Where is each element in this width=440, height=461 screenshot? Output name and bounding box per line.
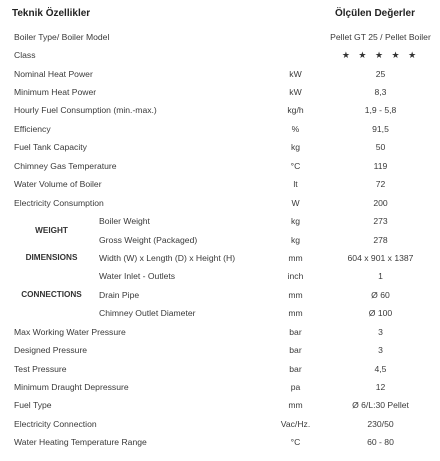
- row-unit: bar: [274, 323, 319, 341]
- row-unit: kg: [274, 138, 319, 156]
- table-header: [0, 0, 440, 28]
- table-row: [9, 341, 440, 359]
- table-row: [9, 193, 440, 211]
- table-row: [9, 249, 440, 267]
- table-row: [9, 378, 440, 396]
- row-label: Fuel Tank Capacity: [9, 138, 274, 156]
- row-label: Water Heating Temperature Range: [9, 433, 274, 451]
- row-value: 278: [319, 230, 440, 248]
- table-row: [9, 396, 440, 414]
- class-stars-icon: ★ ★ ★ ★ ★: [341, 49, 420, 60]
- row-label: Width (W) x Length (D) x Height (H): [94, 249, 274, 267]
- row-label: Water Inlet - Outlets: [94, 267, 274, 285]
- row-label: Nominal Heat Power: [9, 64, 274, 82]
- table-row: [9, 323, 440, 341]
- row-unit: mm: [274, 286, 319, 304]
- row-unit: lt: [274, 175, 319, 193]
- row-value: 604 x 901 x 1387: [319, 249, 440, 267]
- table-row: [9, 138, 440, 156]
- row-label: Boiler Type/ Boiler Model: [9, 28, 274, 46]
- row-label: Efficiency: [9, 120, 274, 138]
- table-row: [9, 64, 440, 82]
- row-label: Gross Weight (Packaged): [94, 230, 274, 248]
- row-label: Boiler Weight: [94, 212, 274, 230]
- table-row: [9, 83, 440, 101]
- row-value: Ø 6/L:30 Pellet: [319, 396, 440, 414]
- table-row: [9, 157, 440, 175]
- row-label: Electricity Consumption: [9, 193, 274, 211]
- table-row: [9, 120, 440, 138]
- table-row: [9, 46, 440, 64]
- group-label-dimensions: DIMENSIONS: [9, 249, 94, 267]
- group-label-connections: CONNECTIONS: [9, 267, 94, 322]
- row-label: Hourly Fuel Consumption (min.-max.): [9, 101, 274, 119]
- row-label: Minimum Draught Depressure: [9, 378, 274, 396]
- row-value: Ø 60: [319, 286, 440, 304]
- row-unit: °C: [274, 433, 319, 451]
- row-label: Designed Pressure: [9, 341, 274, 359]
- table-row: [9, 433, 440, 451]
- row-unit: kW: [274, 83, 319, 101]
- row-value: 119: [319, 157, 440, 175]
- table-row: [9, 415, 440, 433]
- row-value: 8,3: [319, 83, 440, 101]
- row-value: 3: [319, 323, 440, 341]
- row-unit: %: [274, 120, 319, 138]
- row-label: Chimney Outlet Diameter: [94, 304, 274, 322]
- row-unit: mm: [274, 396, 319, 414]
- row-value: 1,9 - 5,8: [319, 101, 440, 119]
- row-value: 273: [319, 212, 440, 230]
- row-unit: mm: [274, 249, 319, 267]
- row-label: Electricity Connection: [9, 415, 274, 433]
- row-label: Minimum Heat Power: [9, 83, 274, 101]
- row-value: 50: [319, 138, 440, 156]
- table-row: [9, 175, 440, 193]
- row-value: Ø 100: [319, 304, 440, 322]
- row-label: Max Working Water Pressure: [9, 323, 274, 341]
- row-value: 230/50: [319, 415, 440, 433]
- row-unit: W: [274, 193, 319, 211]
- row-unit: Vac/Hz.: [274, 415, 319, 433]
- row-label: Fuel Type: [9, 396, 274, 414]
- row-unit: inch: [274, 267, 319, 285]
- row-label: Drain Pipe: [94, 286, 274, 304]
- row-value: 3: [319, 341, 440, 359]
- group-label-weight: WEIGHT: [9, 212, 94, 249]
- row-label: Chimney Gas Temperature: [9, 157, 274, 175]
- row-unit: [274, 28, 319, 46]
- spec-table: [9, 28, 440, 452]
- row-label: Water Volume of Boiler: [9, 175, 274, 193]
- row-label: Test Pressure: [9, 359, 274, 377]
- row-unit: °C: [274, 157, 319, 175]
- header-technical-specs: Teknik Özellikler: [12, 8, 91, 19]
- row-unit: kg/h: [274, 101, 319, 119]
- table-row: [9, 212, 440, 230]
- row-unit: kg: [274, 230, 319, 248]
- row-unit: mm: [274, 304, 319, 322]
- row-unit: kW: [274, 64, 319, 82]
- row-value: 91,5: [319, 120, 440, 138]
- table-row: [9, 101, 440, 119]
- row-value: 72: [319, 175, 440, 193]
- row-unit: kg: [274, 212, 319, 230]
- row-value: 60 - 80: [319, 433, 440, 451]
- row-value: 200: [319, 193, 440, 211]
- row-value: 4,5: [319, 359, 440, 377]
- row-unit: bar: [274, 359, 319, 377]
- header-measured-values: Ölçülen Değerler: [334, 8, 416, 19]
- table-row: [9, 359, 440, 377]
- table-row: [9, 267, 440, 285]
- row-value: 12: [319, 378, 440, 396]
- row-value: 25: [319, 64, 440, 82]
- row-value: [319, 46, 440, 64]
- row-unit: pa: [274, 378, 319, 396]
- row-value: 1: [319, 267, 440, 285]
- row-unit: [274, 46, 319, 64]
- row-label: Class: [9, 46, 274, 64]
- row-unit: bar: [274, 341, 319, 359]
- table-row: [9, 28, 440, 46]
- row-value: Pellet GT 25 / Pellet Boiler: [319, 28, 440, 46]
